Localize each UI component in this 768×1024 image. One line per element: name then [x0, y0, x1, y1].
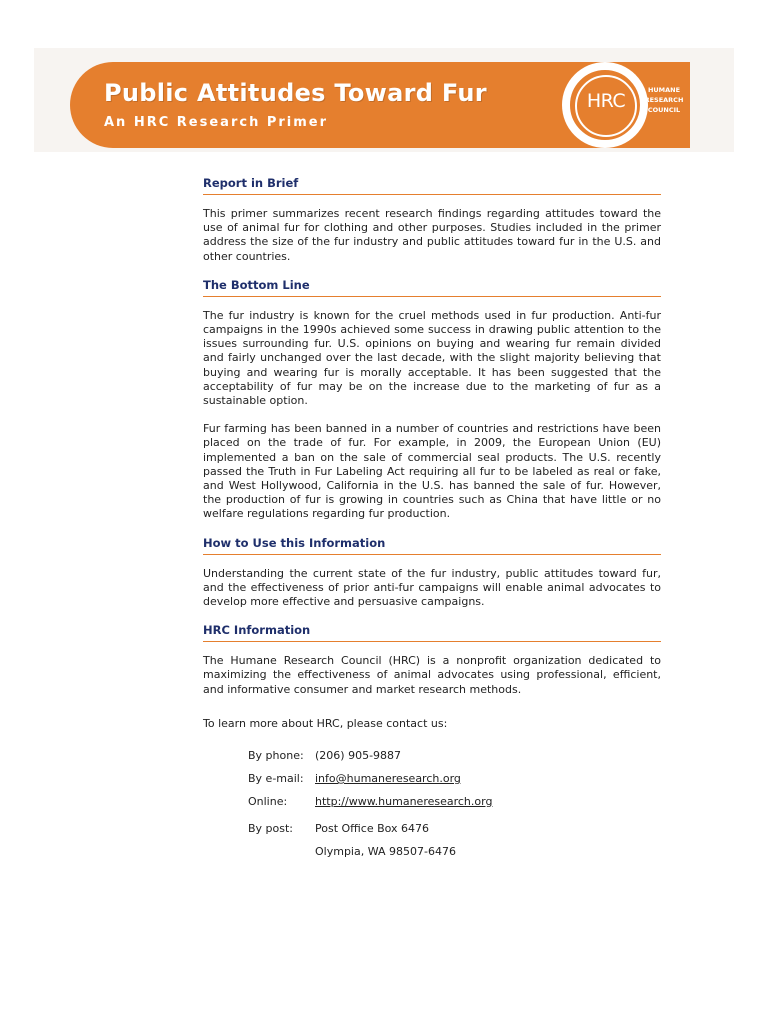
logo-line-research: RESEARCH	[644, 96, 684, 104]
paragraph: The fur industry is known for the cruel methods used in fur production. Anti-fur campaigns in the 1990s achieved some success in drawing public attention to the issues surrounding fur. U.S. opinions on buying and wearing fur remain divided and fairly unchanged over the last decade, with the slight majority believing that buying and wearing fur is morally acceptable. It has been suggested that the acceptability of fur may be on the increase due to the marketing of fur as a sustainable option.	[203, 308, 661, 408]
main-content	[203, 176, 661, 868]
contact-label: Online:	[248, 795, 288, 809]
paragraph: This primer summarizes recent research findings regarding attitudes toward the use of animal fur for clothing and other purposes. Studies included in the primer address the size of the fur industry and public attitudes toward fur in the U.S. and other countries.	[203, 207, 661, 263]
email-link[interactable]: info@humaneresearch.org	[315, 772, 461, 786]
paragraph: Understanding the current state of the fur industry, public attitudes toward fur, and the effectiveness of prior anti-fur campaigns will enable animal advocates to develop more effective and persuasive campaigns.	[203, 566, 661, 609]
paragraph: Fur farming has been banned in a number of countries and restrictions have been placed on the trade of fur. For example, in 2009, the European Union (EU) implemented a ban on the sale of commercial seal products. The U.S. recently passed the Truth in Fur Labeling Act requiring all fur to be labeled as real or fake, and West Hollywood, California in the U.S. has banned the sale of fur. However, the production of fur is growing in countries such as China that have little or no welfare regulations regarding fur production.	[203, 422, 661, 521]
contact-row-post-2	[203, 845, 661, 868]
logo-line-humane: HUMANE	[647, 86, 681, 94]
contact-label: By e-mail:	[248, 772, 304, 786]
hrc-logo-text: HRC	[586, 90, 626, 112]
paragraph: The Humane Research Council (HRC) is a nonprofit organization dedicated to maximizing the effectiveness of animal advocates using professional, efficient, and informative consumer and market research methods.	[203, 654, 661, 696]
phone-number: (206) 905-9887	[315, 749, 402, 763]
logo-line-council: COUNCIL	[647, 106, 681, 114]
section-heading-bottom-line: The Bottom Line	[203, 278, 661, 297]
document-subtitle: An HRC Research Primer	[104, 115, 329, 130]
contact-label: By post:	[248, 822, 294, 836]
section-heading-hrc-information: HRC Information	[203, 623, 661, 642]
section-heading-report-in-brief: Report in Brief	[203, 176, 661, 195]
contact-block	[203, 749, 661, 868]
post-address-line-1: Post Office Box 6476	[315, 822, 430, 836]
paragraph: To learn more about HRC, please contact us:	[203, 716, 448, 730]
post-address-line-2: Olympia, WA 98507-6476	[315, 845, 456, 859]
section-heading-how-to-use: How to Use this Information	[203, 536, 661, 555]
hrc-logo-wordmark	[641, 85, 687, 115]
contact-row-phone	[203, 749, 661, 772]
contact-label: By phone:	[248, 749, 304, 763]
contact-row-online	[203, 795, 661, 818]
document-title: Public Attitudes Toward Fur	[104, 79, 487, 107]
contact-row-post	[203, 822, 661, 845]
contact-row-email	[203, 772, 661, 795]
website-link[interactable]: http://www.humaneresearch.org	[315, 795, 493, 809]
